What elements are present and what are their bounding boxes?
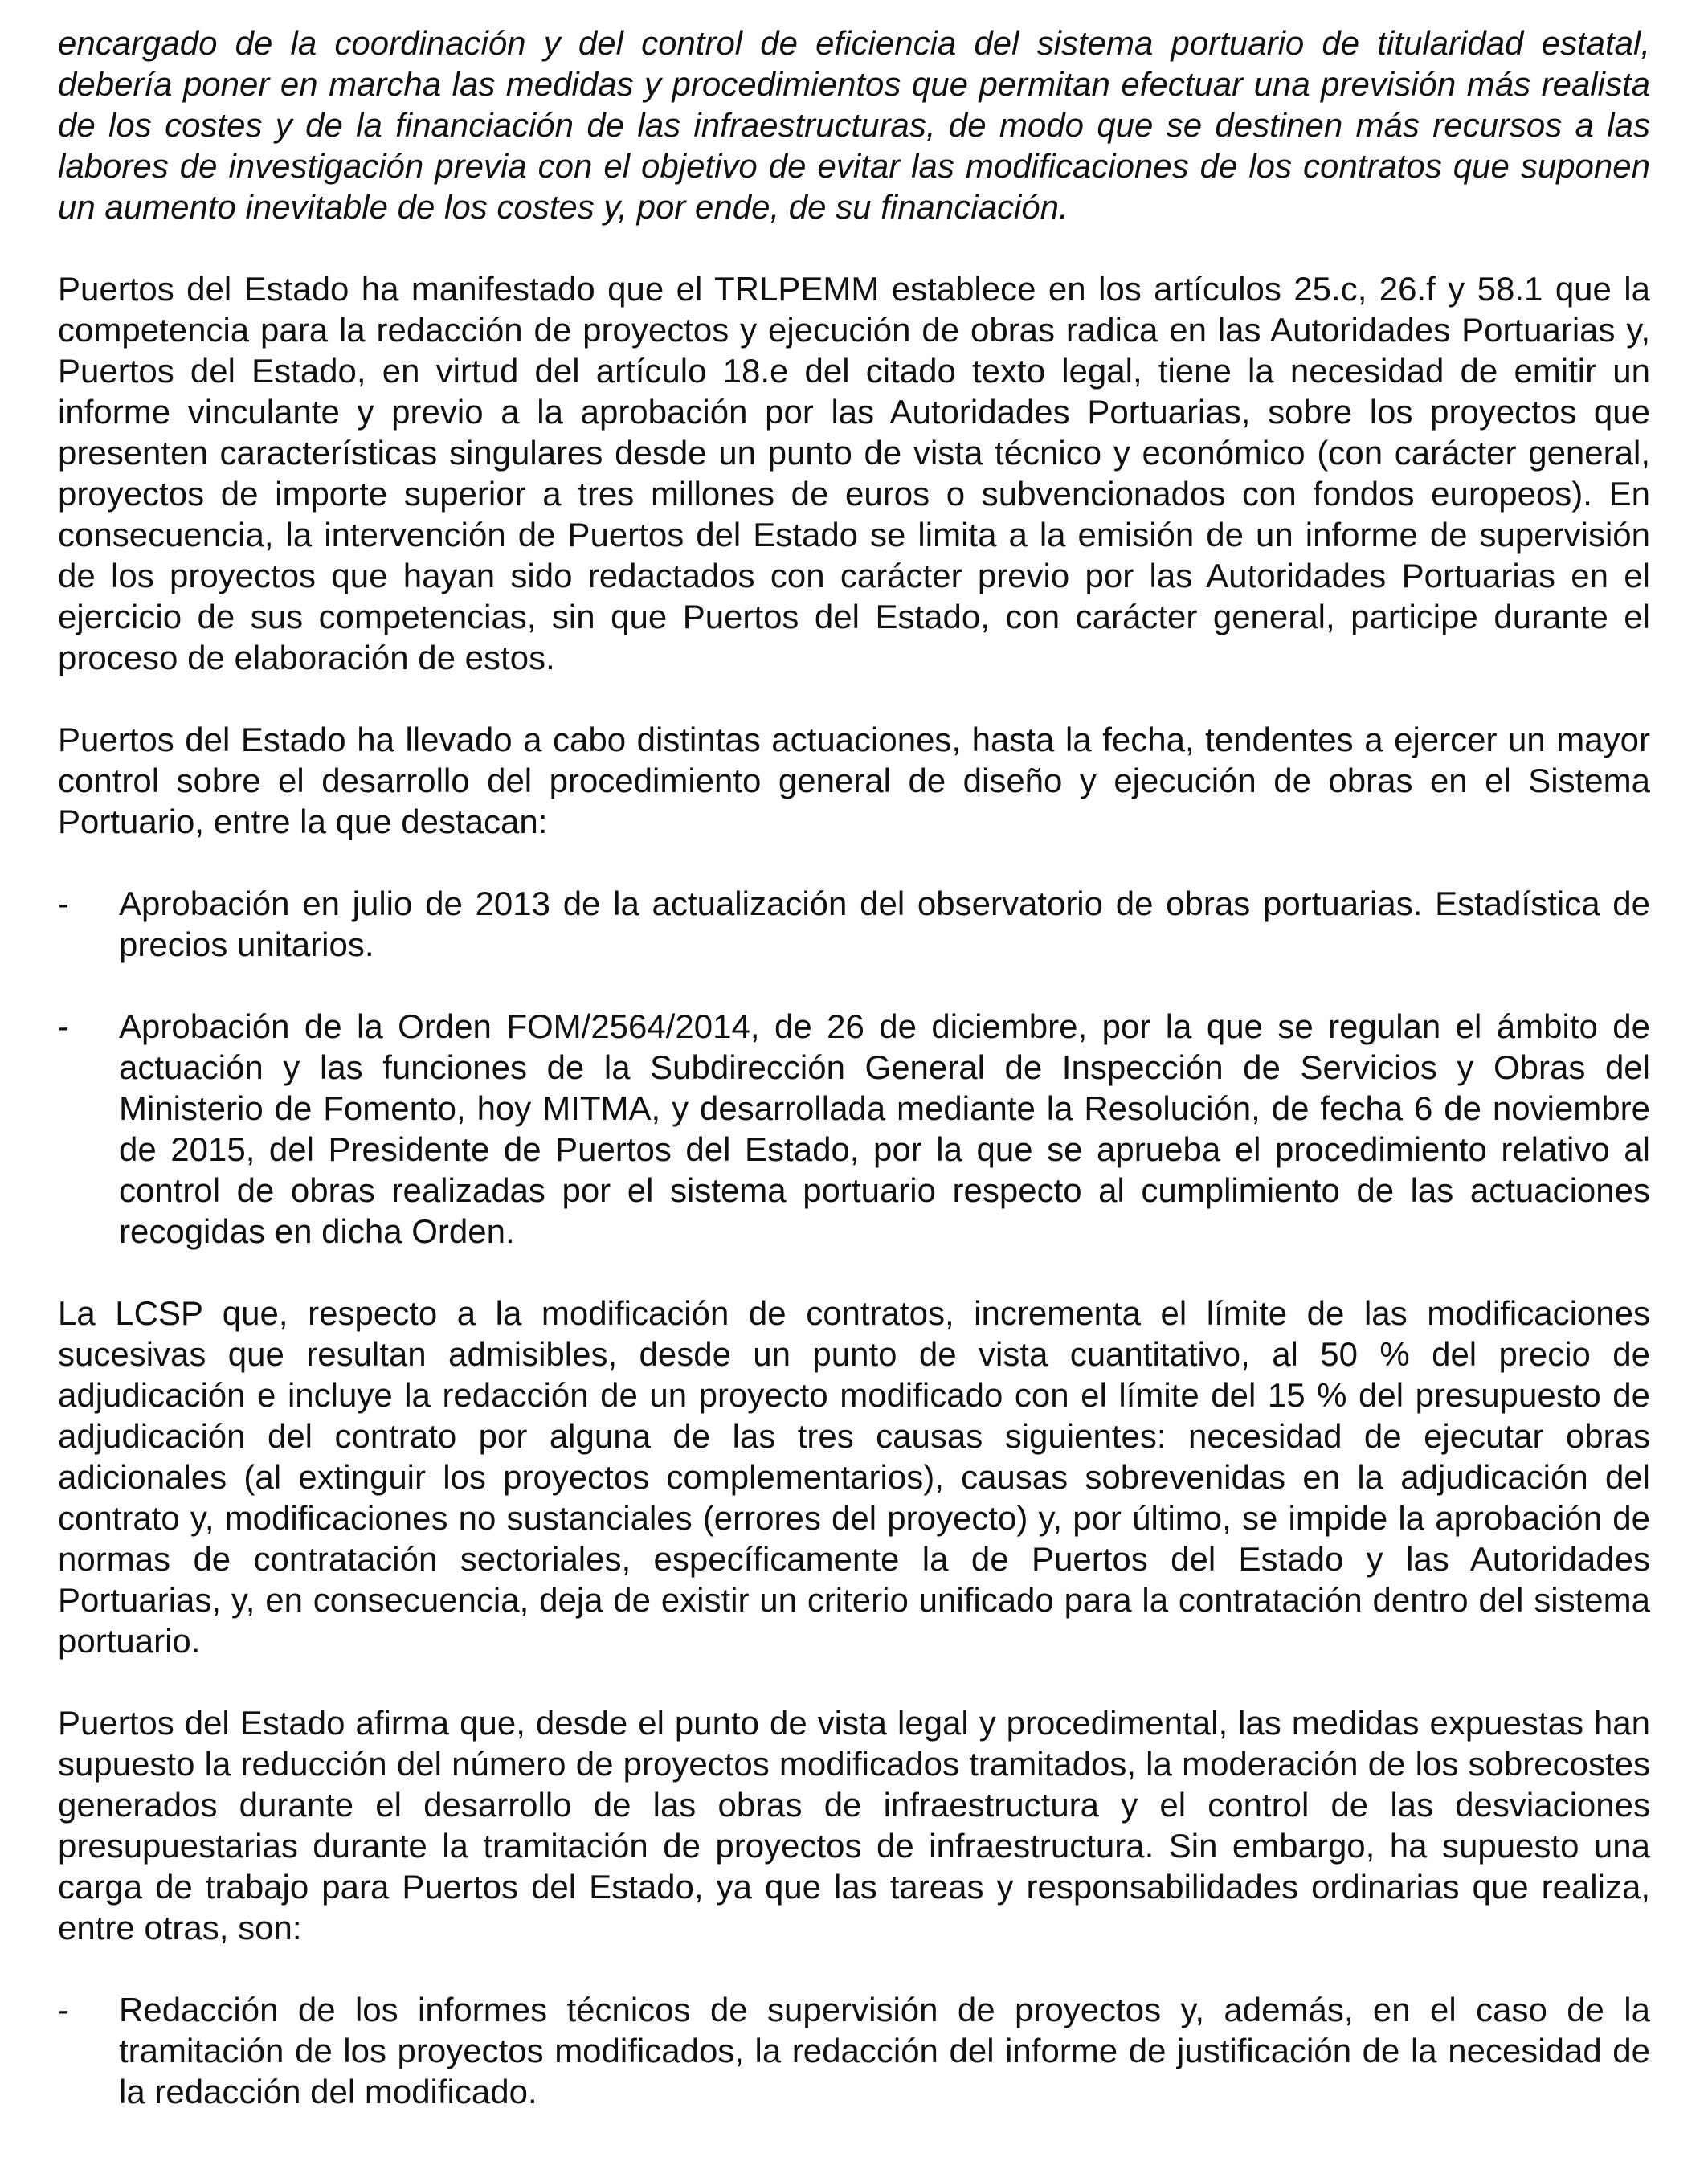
dash-bullet: - [58,1991,69,2028]
list-item [58,883,1650,965]
paragraph-lcsp: La LCSP que, respecto a la modificación de contratos, incrementa el límite de las modificaciones sucesivas que resultan admisibles, desde un punto de vista cuantitativo, al 50 % del precio de adjudicación e incluye la redacción de un proyecto modificado con el límite del 15 % del presupuesto de adjudicación del contrato por alguna de las tres causas siguientes: necesidad de ejecutar obras adicionales (al extinguir los proyectos complementarios), causas sobrevenidas en la adjudicación del contrato y, modificaciones no sustanciales (errores del proyecto) y, por último, se impide la aprobación de normas de contratación sectoriales, específicamente la de Puertos del Estado y las Autoridades Portuarias, y, en consecuencia, deja de existir un criterio unificado para la contratación dentro del sistema portuario. [58,1294,1650,1660]
paragraph-trlpemm: Puertos del Estado ha manifestado que el TRLPEMM establece en los artículos 25.c, 26.f y 58.1 que la competencia para la redacción de proyectos y ejecución de obras radica en las Autoridades Portuarias y, Puertos del Estado, en virtud del artículo 18.e del citado texto legal, tiene la necesidad de emitir un informe vinculante y previo a la aprobación por las Autoridades Portuarias, sobre los proyectos que presenten características singulares desde un punto de vista técnico y económico (con carácter general, proyectos de importe superior a tres millones de euros o subvencionados con fondos europeos). En consecuencia, la intervención de Puertos del Estado se limita a la emisión de un informe de supervisión de los proyectos que hayan sido redactados con carácter previo por las Autoridades Portuarias en el ejercicio de sus competencias, sin que Puertos del Estado, con carácter general, participe durante el proceso de elaboración de estos. [58,270,1650,676]
list-item [58,1989,1650,2112]
dash-bullet: - [58,884,69,922]
list-item-text: Aprobación en julio de 2013 de la actualización del observatorio de obras portuarias. Estadística de precios unitarios. [119,884,1650,963]
dash-bullet: - [58,1007,69,1045]
list-item-text: Aprobación de la Orden FOM/2564/2014, de 26 de diciembre, por la que se regulan el ámbito de actuación y las funciones de la Subdirección General de Inspección de Servicios y Obras del Ministerio de Fomento, hoy MITMA, y desarrollada mediante la Resolución, de fecha 6 de noviembre de 2015, del Presidente de Puertos del Estado, por la que se aprueba el procedimiento relativo al control de obras realizadas por el sistema portuario respecto al cumplimiento de las actuaciones recogidas en dicha Orden. [119,1007,1650,1250]
tareas-list [58,1989,1650,2112]
paragraph-italic-intro: encargado de la coordinación y del control de eficiencia del sistema portuario de titularidad estatal, debería poner en marcha las medidas y procedimientos que permitan efectuar una previsión más realista de los costes y de la financiación de las infraestructuras, de modo que se destinen más recursos a las labores de investigación previa con el objetivo de evitar las modificaciones de los contratos que suponen un aumento inevitable de los costes y, por ende, de su financiación. [58,24,1650,226]
paragraph-puertos-afirma: Puertos del Estado afirma que, desde el punto de vista legal y procedimental, las medidas expuestas han supuesto la reducción del número de proyectos modificados tramitados, la moderación de los sobrecostes generados durante el desarrollo de las obras de infraestructura y el control de las desviaciones presupuestarias durante la tramitación de proyectos de infraestructura. Sin embargo, ha supuesto una carga de trabajo para Puertos del Estado, ya que las tareas y responsabilidades ordinarias que realiza, entre otras, son: [58,1704,1650,1947]
paragraph-actuaciones: Puertos del Estado ha llevado a cabo distintas actuaciones, hasta la fecha, tendentes a ejercer un mayor control sobre el desarrollo del procedimiento general de diseño y ejecución de obras en el Sistema Portuario, entre la que destacan: [58,721,1650,840]
list-item-text: Redacción de los informes técnicos de supervisión de proyectos y, además, en el caso de la tramitación de los proyectos modificados, la redacción del informe de justificación de la necesidad de la redacción del modificado. [119,1991,1650,2110]
document-page [58,22,1650,2153]
list-item [58,1006,1650,1252]
actuaciones-list [58,883,1650,1252]
